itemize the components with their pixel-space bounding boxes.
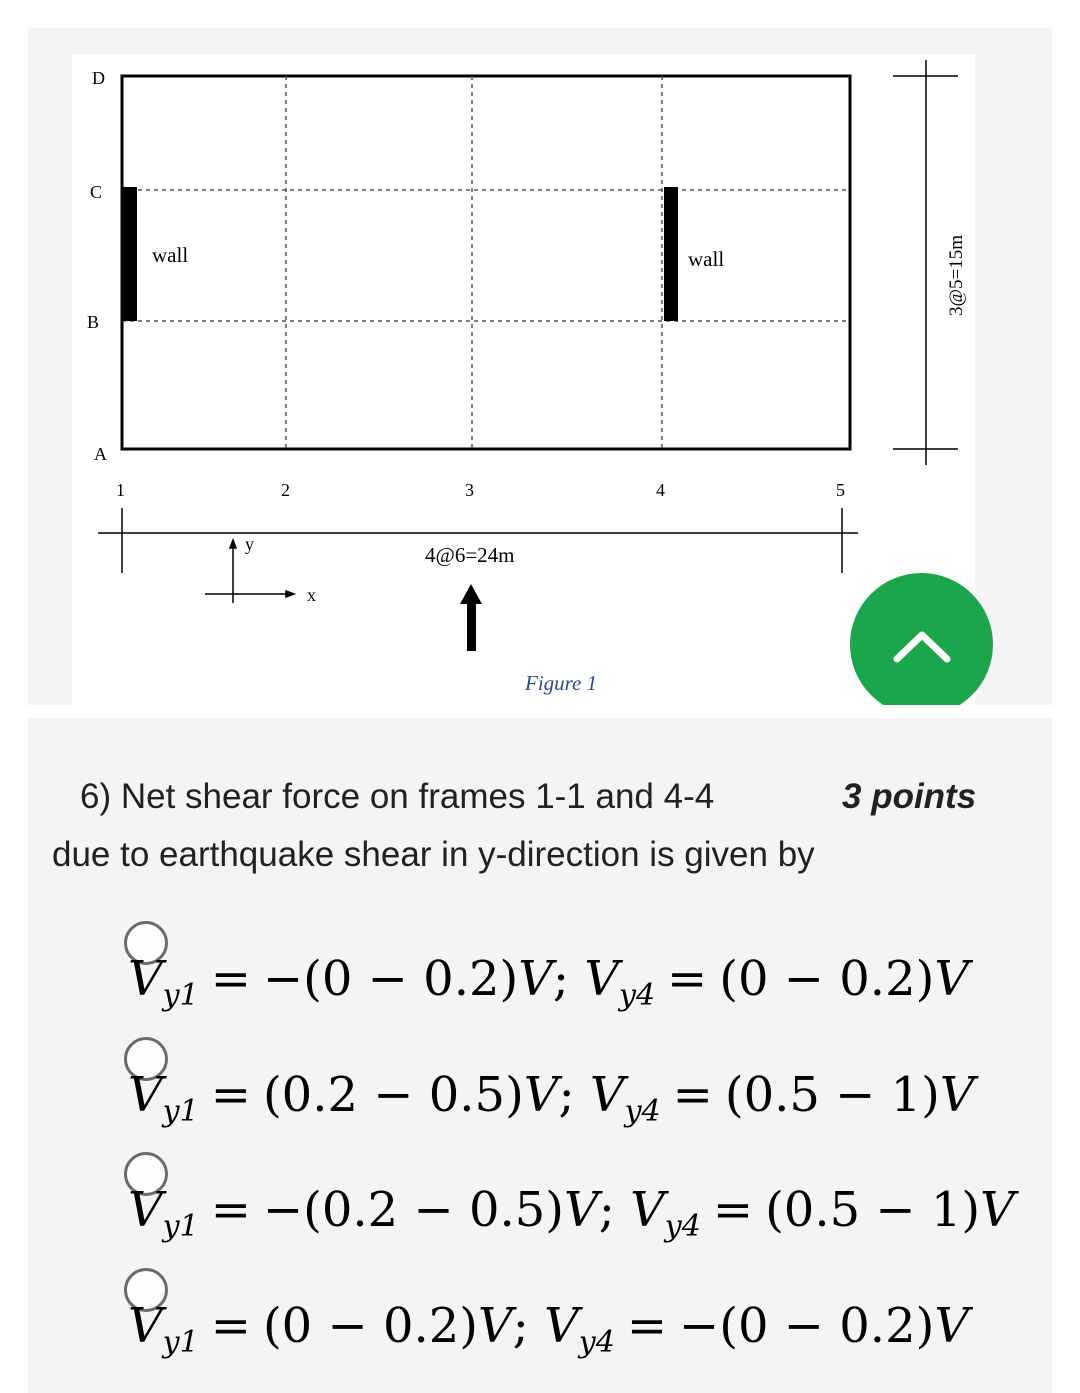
wall-left bbox=[122, 187, 137, 321]
figure-caption: Figure 1 bbox=[525, 671, 598, 695]
v4-coefficient: (0 − 0.2) bbox=[719, 951, 935, 1007]
wall-label-right: wall bbox=[688, 247, 725, 271]
option-formula: $V_{y1} = (0 - 0.2)V$; $V_{y4} = -(0 - 0.2)V$ bbox=[128, 1298, 969, 1360]
scroll-top-button[interactable] bbox=[850, 573, 993, 705]
v1-coefficient: (0 − 0.2) bbox=[262, 1298, 478, 1354]
row-label-a: A bbox=[94, 444, 107, 464]
axis-y-label: y bbox=[245, 534, 254, 554]
option-formula: $V_{y1} = (0.2 - 0.5)V$; $V_{y4} = (0.5 - 1)V$ bbox=[128, 1067, 975, 1129]
col-label-5: 5 bbox=[836, 480, 845, 500]
col-label-3: 3 bbox=[465, 480, 474, 500]
option-formula: $V_{y1} = -(0 - 0.2)V$; $V_{y4} = (0 - 0.2)V$ bbox=[128, 951, 969, 1013]
earthquake-arrow-icon bbox=[460, 584, 482, 651]
col-label-1: 1 bbox=[116, 480, 125, 500]
v4-coefficient: (0.5 − 1) bbox=[765, 1182, 981, 1238]
figure-image bbox=[72, 54, 975, 705]
axis-x-label: x bbox=[307, 585, 316, 605]
col-label-4: 4 bbox=[656, 480, 665, 500]
row-label-d: D bbox=[92, 68, 105, 88]
row-label-c: C bbox=[90, 182, 103, 202]
option-formula: $V_{y1} = -(0.2 - 0.5)V$; $V_{y4} = (0.5 - 1)V$ bbox=[128, 1182, 1015, 1244]
wall-label-left: wall bbox=[152, 243, 189, 267]
v4-coefficient: −(0 − 0.2) bbox=[679, 1298, 935, 1354]
building-outline bbox=[122, 76, 850, 449]
chevron-up-icon bbox=[850, 573, 993, 705]
dashed-gridlines bbox=[122, 76, 850, 449]
floor-plan-diagram bbox=[72, 54, 975, 705]
v4-coefficient: (0.5 − 1) bbox=[724, 1067, 940, 1123]
question-text-line2: due to earthquake shear in y-direction is given by bbox=[52, 835, 815, 874]
points-label: 3 points bbox=[842, 777, 977, 816]
row-label-b: B bbox=[87, 312, 100, 332]
dimension-x-label: 4@6=24m bbox=[425, 543, 515, 567]
v1-coefficient: −(0.2 − 0.5) bbox=[262, 1182, 565, 1238]
dimension-y-label: 3@5=15m bbox=[946, 235, 967, 316]
col-label-2: 2 bbox=[281, 480, 290, 500]
wall-right bbox=[664, 187, 678, 321]
v1-coefficient: (0.2 − 0.5) bbox=[262, 1067, 524, 1123]
question-text: 6) Net shear force on frames 1-1 and 4-4 bbox=[80, 777, 715, 816]
v1-coefficient: −(0 − 0.2) bbox=[262, 951, 519, 1007]
